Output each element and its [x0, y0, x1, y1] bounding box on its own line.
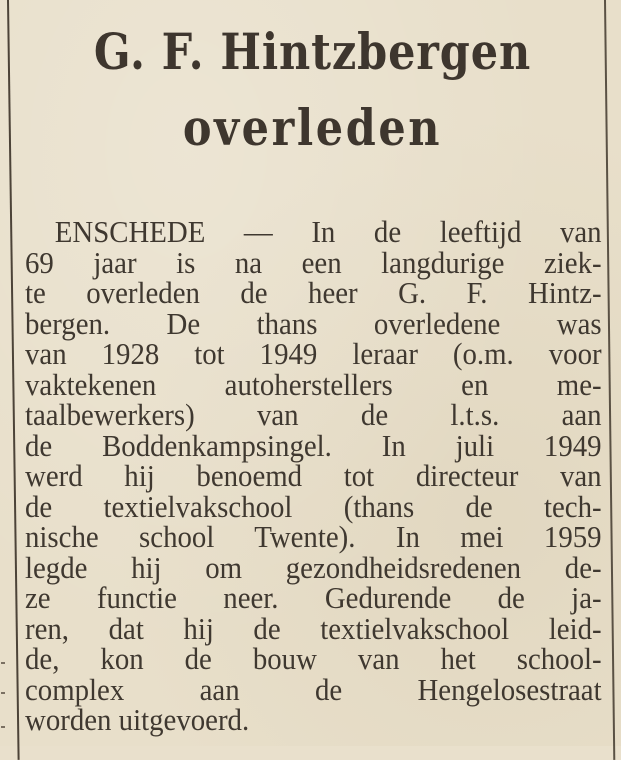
- headline-line-2: overleden: [182, 98, 443, 157]
- body-line: de textielvakschool (thans de tech-: [25, 488, 602, 524]
- body-line: te overleden de heer G. F. Hintz-: [25, 275, 602, 310]
- margin-marks: [1, 640, 7, 746]
- body-line: van 1928 tot 1949 leraar (o.m. voor: [25, 336, 602, 371]
- body-line: taalbewerkers) van de l.t.s. aan: [25, 397, 602, 432]
- article-body: [25, 214, 605, 737]
- body-line: de, kon de bouw van het school-: [25, 641, 602, 676]
- body-line: legde hij om gezondheidsredenen de-: [25, 549, 602, 585]
- body-line: de Boddenkampsingel. In juli 1949: [25, 427, 602, 463]
- body-line: worden uitgevoerd.: [25, 702, 250, 737]
- headline-line-1: G. F. Hintzbergen: [93, 22, 532, 81]
- body-line: vaktekenen autoherstellers en me-: [25, 366, 602, 402]
- body-line: ren, dat hij de textielvakschool leid-: [25, 610, 602, 646]
- body-line: complex aan de Hengelosestraat: [25, 671, 602, 707]
- body-line: ENSCHEDE — In de leeftijd van: [54, 214, 602, 249]
- body-line: bergen. De thans overledene was: [25, 305, 602, 341]
- body-line: 69 jaar is na een langdurige ziek-: [25, 244, 602, 280]
- body-line: ze functie neer. Gedurende de ja-: [25, 580, 602, 615]
- body-line: werd hij benoemd tot directeur van: [25, 458, 602, 493]
- body-line: nische school Twente). In mei 1959: [25, 519, 602, 554]
